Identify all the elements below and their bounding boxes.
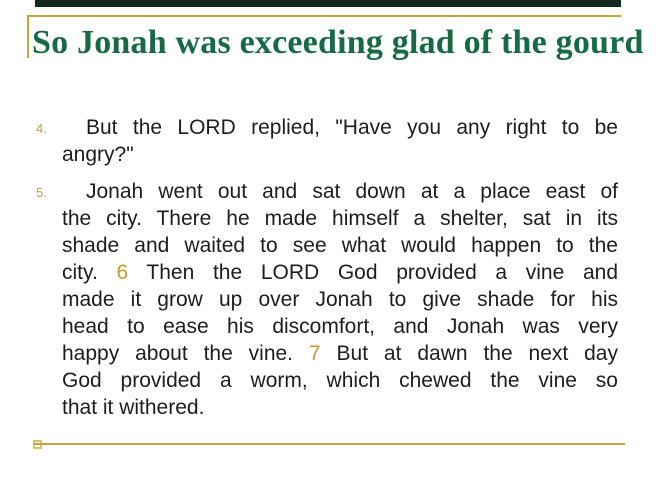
list-item-number: 5. bbox=[36, 185, 47, 200]
top-bar-decoration bbox=[35, 0, 621, 7]
list-item-text bbox=[62, 114, 618, 168]
text-line: God provided a worm, which chewed the vine so bbox=[62, 369, 618, 392]
verse-number: 7 bbox=[308, 342, 321, 365]
text-line: angry?" bbox=[62, 143, 134, 166]
list-item-text bbox=[62, 178, 618, 421]
text-line bbox=[62, 259, 618, 286]
slide-title: So Jonah was exceeding glad of the gourd bbox=[32, 24, 644, 61]
text-line bbox=[62, 340, 618, 367]
text-segment: city. bbox=[62, 261, 117, 284]
text-segment: happy about the vine. bbox=[62, 342, 309, 365]
bottom-rule bbox=[33, 443, 625, 445]
verse-number: 6 bbox=[116, 261, 129, 284]
text-line: the city. There he made himself a shelter, sat in its bbox=[62, 207, 618, 230]
text-line: head to ease his discomfort, and Jonah was very bbox=[62, 315, 618, 338]
text-line: But the LORD replied, "Have you any right to be bbox=[86, 116, 618, 139]
list-item-number: 4. bbox=[36, 121, 47, 136]
title-top-rule bbox=[27, 15, 621, 17]
text-line: that it withered. bbox=[62, 396, 205, 419]
text-segment: But at dawn the next day bbox=[320, 342, 618, 365]
text-line: made it grow up over Jonah to give shade for his bbox=[62, 288, 618, 311]
list-item-5 bbox=[36, 178, 618, 421]
body-text-block bbox=[36, 114, 618, 431]
text-segment: Then the LORD God provided a vine and bbox=[128, 261, 618, 284]
title-left-rule bbox=[27, 15, 29, 58]
text-line: Jonah went out and sat down at a place east of bbox=[86, 180, 618, 203]
list-item-4 bbox=[36, 114, 618, 168]
text-line: shade and waited to see what would happen to the bbox=[62, 234, 618, 257]
